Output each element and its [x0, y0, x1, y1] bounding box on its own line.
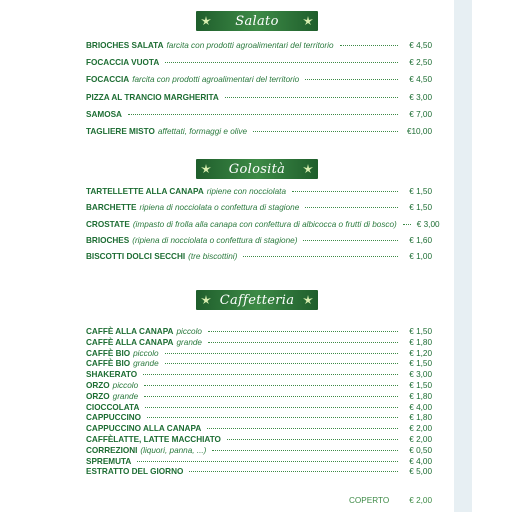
item-name: CORREZIONI [86, 445, 138, 455]
item-price: € 4,50 [409, 41, 432, 50]
item-price: € 2,00 [409, 424, 432, 434]
menu-list-salato [86, 42, 432, 145]
leaf-icon [200, 294, 212, 306]
item-name: ORZO [86, 380, 110, 390]
dot-leader [243, 256, 398, 257]
menu-item [86, 253, 432, 269]
item-name: BRIOCHES SALATA [86, 41, 164, 50]
item-price: € 0,50 [409, 445, 432, 455]
menu-item [86, 360, 432, 371]
item-description: ripiene con nocciolata [206, 187, 286, 196]
menu-item [86, 94, 432, 111]
sidebar-stripe [454, 0, 472, 512]
dot-leader [128, 114, 398, 115]
item-description: (ripiena di nocciolata o confettura di stagione) [132, 235, 298, 245]
dot-leader [145, 407, 398, 408]
item-name: CAFFÈLATTE, LATTE MACCHIATO [86, 434, 221, 444]
coperto-label: COPERTO [349, 496, 390, 505]
item-name: ESTRATTO DEL GIORNO [86, 467, 184, 477]
coperto-price: € 2,00 [409, 496, 432, 505]
menu-item [86, 188, 432, 204]
section-title: Golosità [228, 161, 286, 177]
item-price: €10,00 [406, 126, 432, 136]
item-price: € 1,20 [409, 348, 432, 358]
dot-leader [292, 191, 398, 192]
dot-leader [208, 331, 398, 332]
dot-leader [305, 79, 398, 80]
item-price: € 3,00 [409, 370, 432, 380]
leaf-icon [302, 294, 314, 306]
menu-item [86, 436, 432, 447]
item-price: € 1,60 [409, 235, 432, 245]
menu-item [86, 76, 432, 93]
item-price: € 4,00 [409, 402, 432, 412]
item-name: CAFFÈ BIO [86, 348, 131, 358]
item-name: TARTELLETTE ALLA CANAPA [86, 187, 204, 196]
section-banner-golosita [196, 159, 318, 179]
menu-list-caffetteria [86, 328, 432, 479]
item-name: SAMOSA [86, 109, 122, 119]
item-description: ripiena di nocciolata o confettura di stagione [139, 203, 300, 213]
dot-leader [144, 385, 398, 386]
dot-leader [143, 374, 398, 375]
item-name: BARCHETTE [86, 203, 137, 213]
item-description: (impasto di frolla alla canapa con confettura di albicocca o frutti di bosco) [132, 219, 397, 229]
item-description: (tre biscottini) [188, 252, 238, 262]
dot-leader [303, 240, 398, 241]
item-price: € 1,50 [409, 380, 432, 390]
item-name: CAFFÈ ALLA CANAPA [86, 337, 174, 347]
item-description: farcita con prodotti agroalimentari del territorio [132, 75, 300, 85]
item-description: grande [112, 391, 139, 401]
item-price: € 3,00 [416, 219, 440, 229]
menu-item [86, 128, 432, 145]
menu-item [86, 468, 432, 479]
section-title: Salato [235, 13, 279, 29]
item-price: € 1,50 [409, 359, 432, 369]
item-name: PIZZA AL TRANCIO MARGHERITA [86, 92, 219, 102]
item-price: € 7,00 [409, 109, 432, 119]
dot-leader [165, 363, 398, 364]
leaf-icon [200, 163, 212, 175]
dot-leader [147, 417, 398, 418]
dot-leader [227, 439, 398, 440]
item-price: € 1,50 [409, 203, 432, 213]
dot-leader [137, 461, 398, 462]
item-name: SPREMUTA [86, 456, 132, 466]
menu-item [86, 237, 432, 253]
item-name: CIOCCOLATA [86, 402, 140, 412]
item-name: FOCACCIA VUOTA [86, 58, 160, 68]
leaf-icon [302, 15, 314, 27]
dot-leader [189, 471, 398, 472]
item-price: € 3,00 [409, 92, 432, 102]
menu-item [86, 111, 432, 128]
item-name: BRIOCHES [86, 235, 130, 245]
item-price: € 1,80 [409, 391, 432, 401]
item-price: € 1,00 [409, 252, 432, 262]
item-price: € 4,50 [409, 75, 432, 85]
menu-item [86, 339, 432, 350]
item-name: CAPPUCCINO [86, 413, 142, 423]
section-title: Caffetteria [219, 292, 295, 308]
item-description: affettati, formaggi e olive [157, 126, 248, 136]
menu-item [86, 219, 440, 237]
menu-list-golosita [86, 187, 440, 269]
menu-item [86, 42, 432, 59]
leaf-icon [302, 163, 314, 175]
dot-leader [340, 45, 399, 46]
menu-item [86, 447, 432, 458]
item-description: piccolo [176, 327, 202, 336]
menu-item [86, 204, 432, 220]
menu-item [86, 393, 432, 404]
leaf-icon [200, 15, 212, 27]
dot-leader [165, 62, 398, 63]
dot-leader [225, 97, 398, 98]
dot-leader [207, 428, 398, 429]
section-banner-salato [196, 11, 318, 31]
item-description: piccolo [133, 348, 159, 358]
item-name: CAFFÈ ALLA CANAPA [86, 327, 174, 336]
item-price: € 1,50 [409, 327, 432, 336]
item-name: FOCACCIA [86, 75, 130, 85]
dot-leader [165, 353, 398, 354]
coperto-row [349, 496, 432, 505]
item-price: € 5,00 [409, 467, 432, 477]
dot-leader [208, 342, 398, 343]
item-description: grande [133, 359, 159, 369]
item-price: € 2,50 [409, 58, 432, 68]
item-name: TAGLIERE MISTO [86, 126, 155, 136]
item-price: € 4,00 [409, 456, 432, 466]
item-price: € 1,80 [409, 413, 432, 423]
dot-leader [144, 396, 398, 397]
item-name: BISCOTTI DOLCI SECCHI [86, 252, 186, 262]
item-name: CAPPUCCINO ALLA CANAPA [86, 424, 202, 434]
dot-leader [253, 131, 398, 132]
menu-item [86, 59, 432, 76]
dot-leader [403, 224, 411, 225]
item-name: SHAKERATO [86, 370, 138, 380]
section-banner-caffetteria [196, 290, 318, 310]
item-description: grande [176, 337, 202, 347]
item-price: € 1,50 [409, 187, 432, 196]
item-description: (liquori, panna, ...) [140, 445, 207, 455]
dot-leader [212, 450, 398, 451]
item-name: CROSTATE [86, 219, 130, 229]
item-description: farcita con prodotti agroalimentari del territorio [166, 41, 334, 50]
dot-leader [305, 207, 398, 208]
item-price: € 1,80 [409, 337, 432, 347]
item-name: CAFFÈ BIO [86, 359, 131, 369]
item-name: ORZO [86, 391, 110, 401]
item-price: € 2,00 [409, 434, 432, 444]
item-description: piccolo [112, 380, 139, 390]
